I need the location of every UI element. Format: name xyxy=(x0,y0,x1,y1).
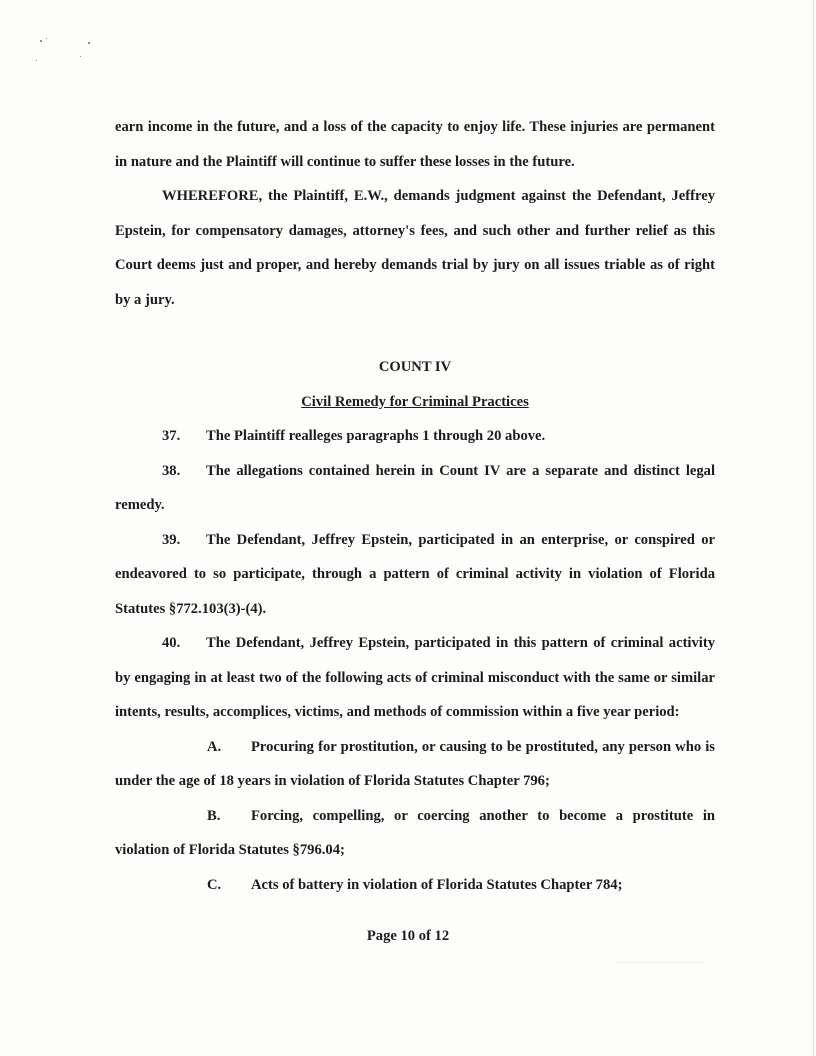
paragraph-number: 38. xyxy=(162,462,181,479)
sub-item-text: Procuring for prostitution, or causing to be prostituted, any person who is under the age of 18 years in violation of Florida Statutes Chapter 796; xyxy=(115,738,715,789)
scan-smudge xyxy=(615,962,705,963)
paragraph-text: The Defendant, Jeffrey Epstein, participated in an enterprise, or conspired or endeavored to so participate, through a pattern of criminal activity in violation of Florida Statutes §772.103(3)-(4). xyxy=(115,531,715,617)
paragraph-text: The Plaintiff realleges paragraphs 1 through 20 above. xyxy=(206,428,546,444)
count-heading: COUNT IV xyxy=(378,359,452,375)
paragraph-number: 40. xyxy=(162,635,181,651)
document-body xyxy=(115,110,715,902)
sub-item-label: A. xyxy=(207,738,222,755)
sub-item-c xyxy=(115,868,715,903)
sub-item-text: Forcing, compelling, or coercing another to become a prostitute in violation of Florida Statutes §796.04; xyxy=(115,807,715,858)
paragraph-number: 37. xyxy=(162,428,181,444)
scan-speck xyxy=(46,38,47,39)
scan-speck xyxy=(36,60,37,61)
numbered-paragraph-38 xyxy=(115,454,715,523)
continuation-paragraph: earn income in the future, and a loss of the capacity to enjoy life. These injuries are permanent in nature and the Plaintiff will continue to suffer these losses in the future. xyxy=(115,119,715,170)
wherefore-paragraph: WHEREFORE, the Plaintiff, E.W., demands judgment against the Defendant, Jeffrey Epstein, for compensatory damages, attorney's fees, and such other and further relief as this Court deems just and proper, and hereby demands trial by jury on all issues triable as of right by a jury. xyxy=(115,188,715,308)
sub-item-label: B. xyxy=(207,807,221,824)
paragraph-number: 39. xyxy=(162,531,181,548)
sub-item-a xyxy=(115,730,715,799)
numbered-paragraph-40 xyxy=(115,626,715,730)
numbered-paragraph-39 xyxy=(115,523,715,627)
page-number-footer: Page 10 of 12 xyxy=(366,928,450,944)
numbered-paragraph-37 xyxy=(115,419,715,454)
sub-item-b xyxy=(115,799,715,868)
sub-item-text: Acts of battery in violation of Florida Statutes Chapter 784; xyxy=(251,876,623,893)
count-subheading: Civil Remedy for Criminal Practices xyxy=(301,393,529,410)
scan-speck xyxy=(40,40,42,42)
scan-edge xyxy=(813,0,814,1056)
sub-item-label: C. xyxy=(207,876,222,893)
scan-speck xyxy=(80,56,81,57)
scan-speck xyxy=(88,42,90,44)
paragraph-text: The allegations contained herein in Count IV are a separate and distinct legal remedy. xyxy=(115,462,715,513)
paragraph-text: The Defendant, Jeffrey Epstein, participated in this pattern of criminal activity by engaging in at least two of the following acts of criminal misconduct with the same or similar intents, results, accomplices, victims, and methods of commission within a five year period: xyxy=(115,635,715,720)
section-gap xyxy=(115,317,715,350)
